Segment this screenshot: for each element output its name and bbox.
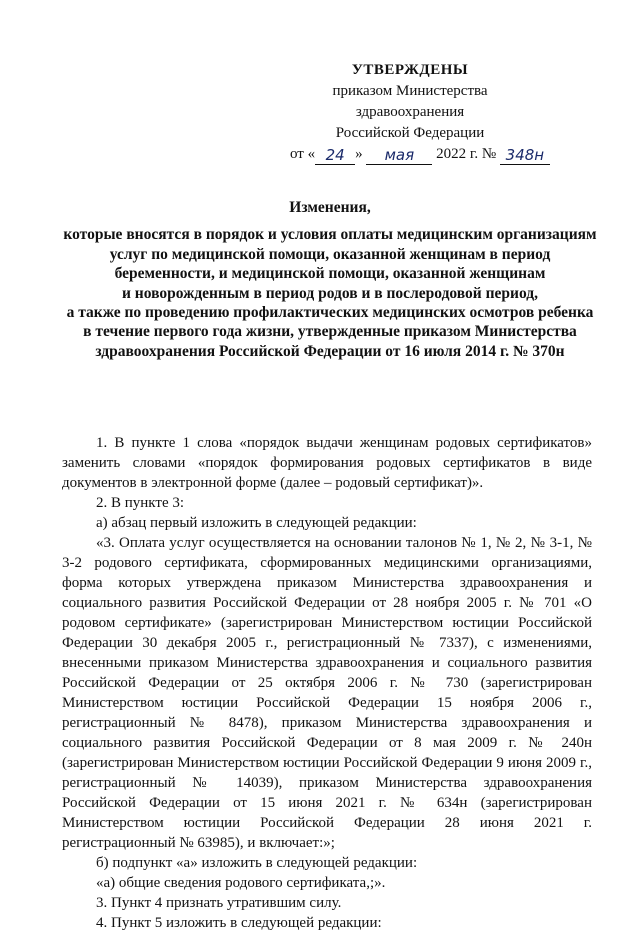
title-line: Изменения,: [289, 199, 371, 216]
date-year: 2022 г. №: [436, 146, 497, 162]
date-prefix: от «: [290, 146, 316, 162]
handwritten-number: 348н: [500, 145, 550, 165]
paragraph-item-4: 4. Пункт 5 изложить в следующей редакции:: [96, 915, 382, 931]
title-line: здравоохранения Российской Федерации от 16 июля 2014 г. № 370н: [95, 342, 565, 360]
paragraph-item-2: 2. В пункте 3:: [96, 495, 185, 511]
paragraph-item-3: 3. Пункт 4 признать утратившим силу.: [96, 895, 342, 911]
approval-date-line: [290, 144, 545, 165]
title-line: и новорожденным в период родов и в послеродовой период,: [122, 284, 538, 302]
title-line: услуг по медицинской помощи, оказанной женщинам в период: [109, 245, 551, 263]
paragraph-quoted-subitem-a: «а) общие сведения родового сертификата,;».: [96, 875, 386, 891]
paragraph-subitem-a: а) абзац первый изложить в следующей редакции:: [96, 515, 417, 531]
title-line: а также по проведению профилактических медицинских осмотров ребенка: [66, 304, 594, 322]
document-body: [62, 433, 592, 933]
handwritten-month: мая: [366, 145, 432, 165]
document-title: [60, 198, 600, 361]
approval-line-ministry: приказом Министерства здравоохранения: [332, 83, 488, 120]
title-line: в течение первого года жизни, утвержденные приказом Министерства: [83, 323, 577, 341]
title-line: которые вносятся в порядок и условия оплаты медицинским организациям: [63, 226, 597, 244]
handwritten-day: 24: [315, 145, 355, 165]
paragraph-quoted-item-3: «3. Оплата услуг осуществляется на основании талонов № 1, № 2, № 3-1, № 3-2 родового сертификата, сформированных медицинскими организациями, форма которых утверждена приказом Министерства здравоохранения и социального развития Российской Федерации от 28 ноября 2005 г. № 701 «О родовом сертификате» (зарегистрирован Министерством юстиции Российской Федерации 30 декабря 2005 г., регистрационный № 7337), с изменениями, внесенными приказом Министерства здравоохранения и социального развития Российской Федерации от 25 октября 2006 г. № 730 (зарегистрирован Министерством юстиции Российской Федерации 15 ноября 2006 г., регистрационный № 8478), приказом Министерства здравоохранения и социального развития Российской Федерации от 8 мая 2009 г. № 240н (зарегистрирован Министерством юстиции Российской Федерации 9 июня 2009 г., регистрационный № 14039), приказом Министерства здравоохранения Российской Федерации от 15 июня 2021 г. № 634н (зарегистрирован Министерством юстиции Российской Федерации 28 июня 2021 г. регистрационный № 63985), и включает:»;: [62, 535, 592, 851]
title-line: беременности, и медицинской помощи, оказанной женщинам: [114, 265, 546, 283]
approval-line-federation: Российской Федерации: [335, 125, 485, 141]
approval-heading: УТВЕРЖДЕНЫ: [351, 62, 469, 78]
paragraph-subitem-b: б) подпункт «а» изложить в следующей редакции:: [96, 855, 418, 871]
approval-block: [290, 60, 545, 165]
paragraph-item-1: 1. В пункте 1 слова «порядок выдачи женщинам родовых сертификатов» заменить словами «порядок формирования родовых сертификатов в виде документов в электронной форме (далее – родовый сертификат)».: [62, 435, 592, 491]
date-mid: »: [355, 146, 363, 162]
